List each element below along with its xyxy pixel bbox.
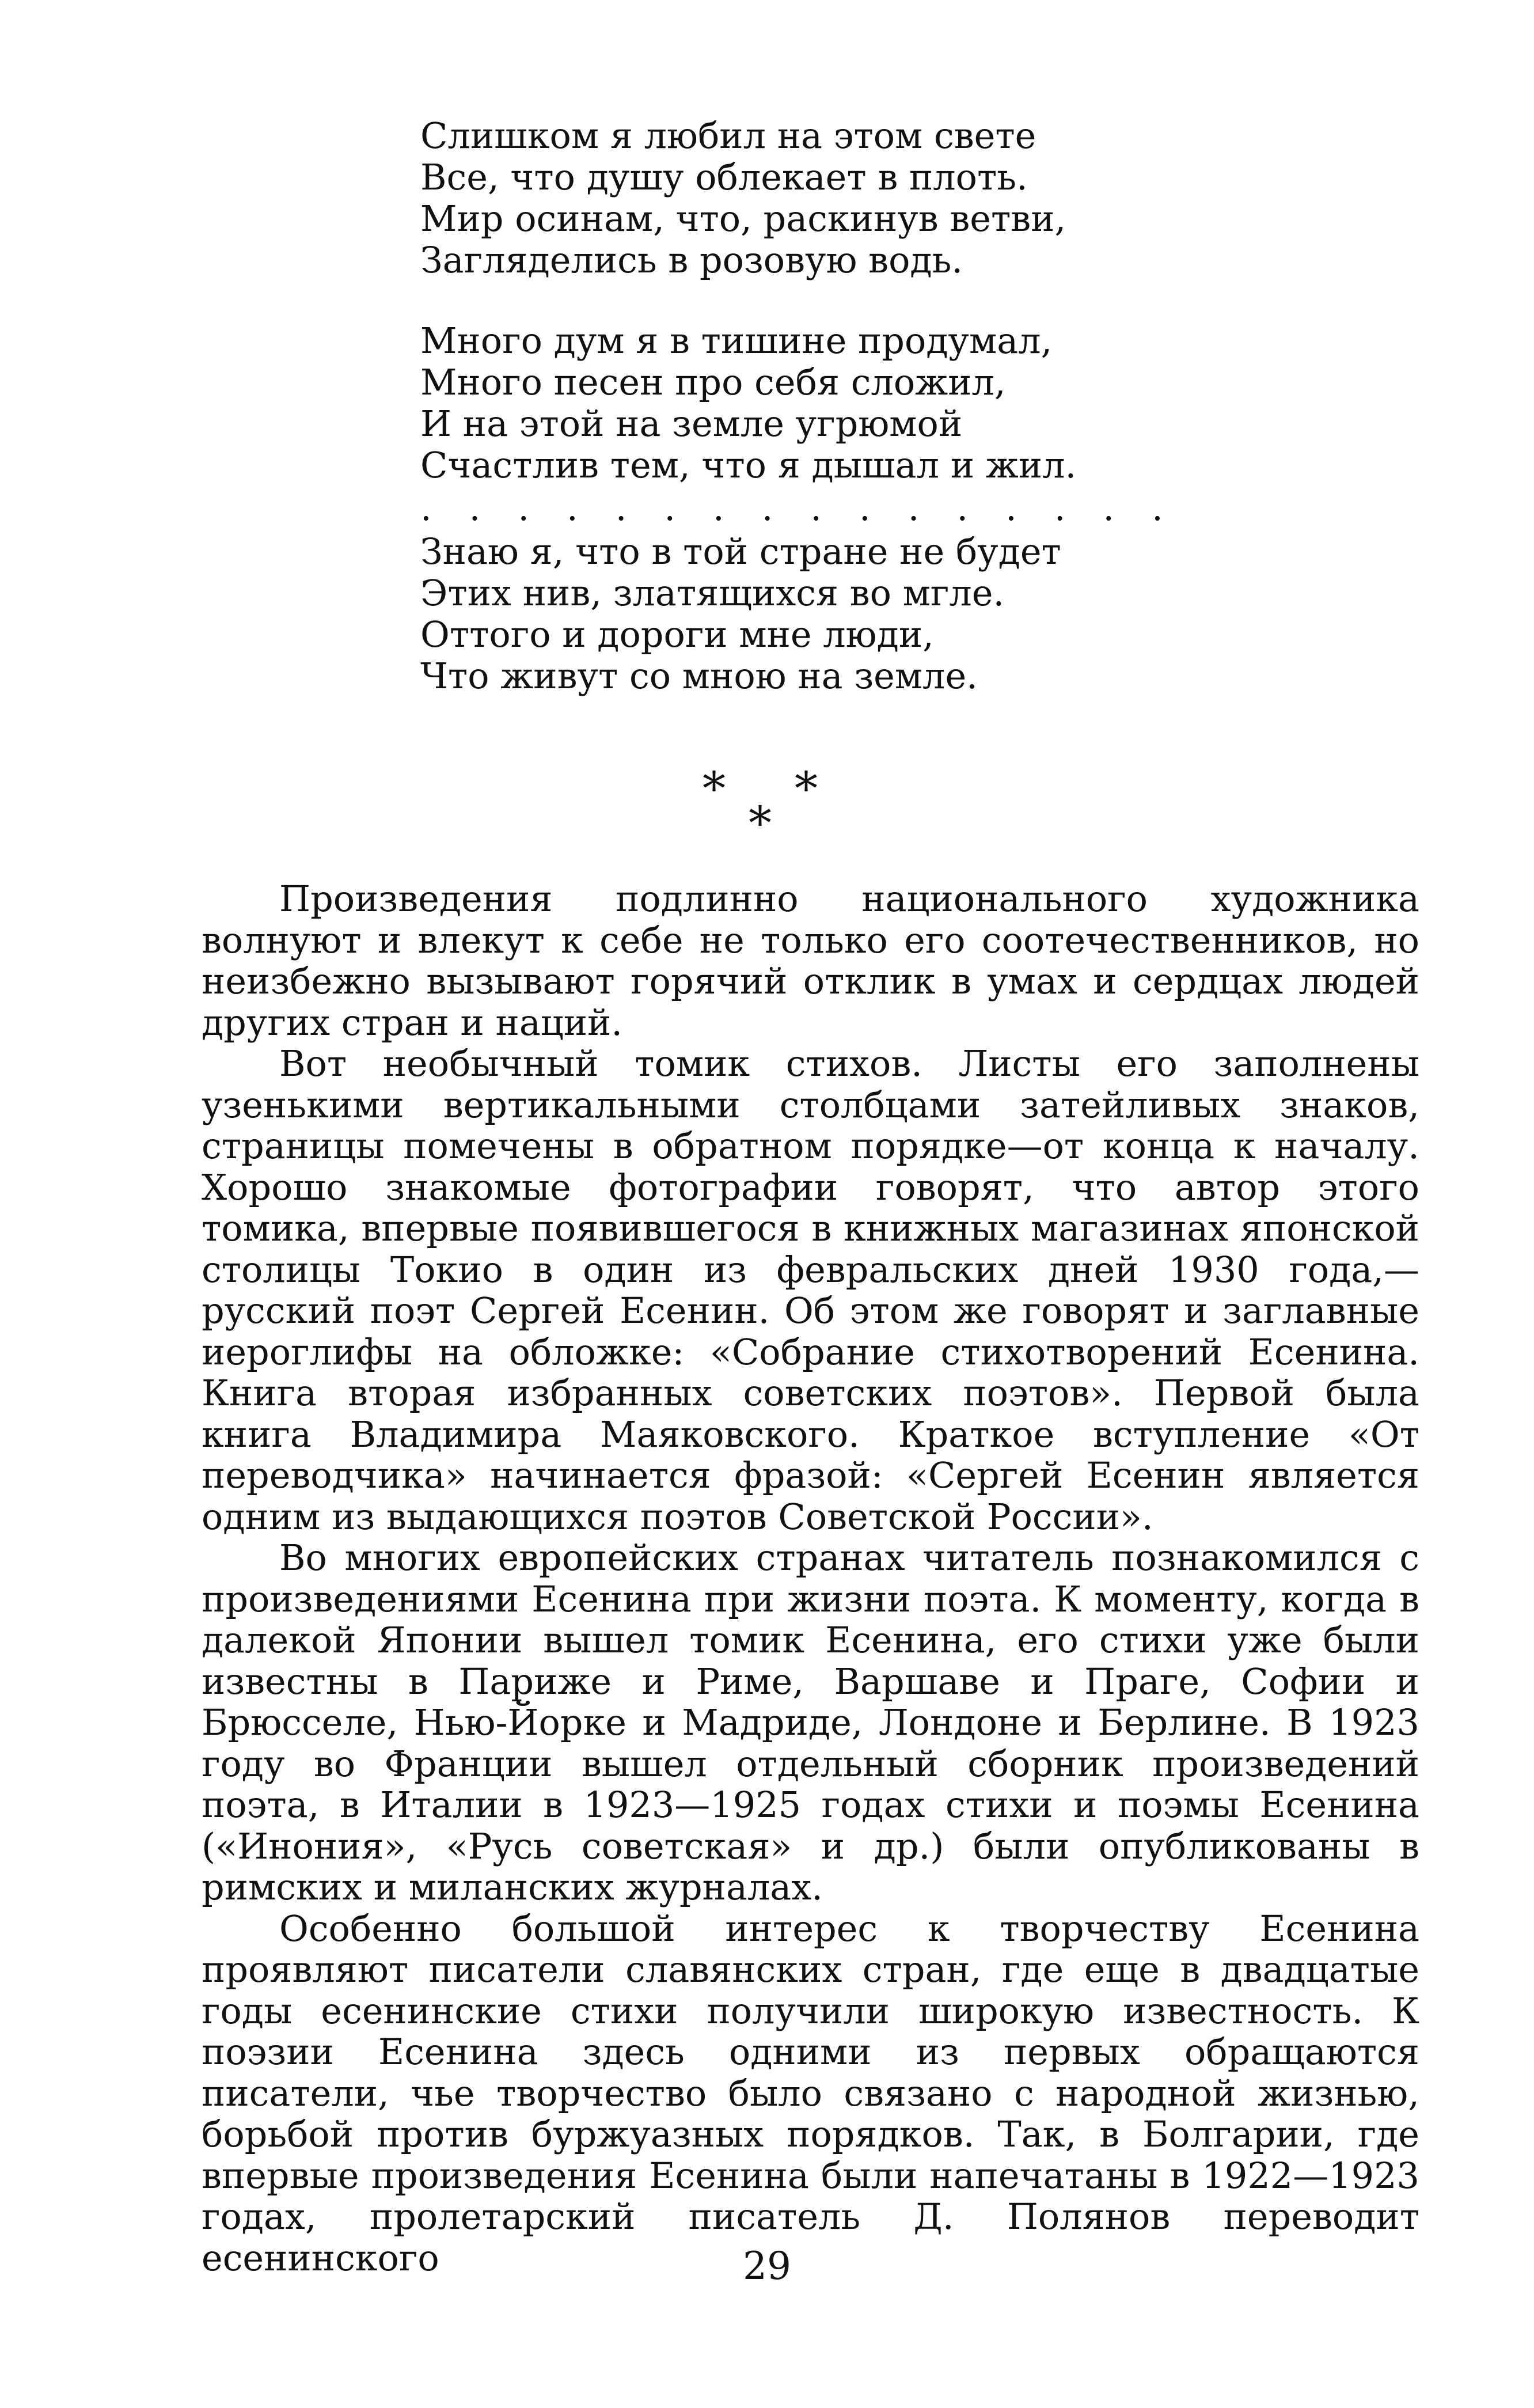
asterisk: * [795, 762, 818, 816]
poem-line: Слишком я любил на этом свете [420, 115, 1036, 157]
omission-dot: . [859, 487, 871, 529]
omission-dot: . [810, 487, 822, 529]
poem-line: Много дум я в тишине продумал, [420, 320, 1053, 362]
poem-line: Что живут со мною на земле. [420, 655, 978, 697]
omission-dot: . [469, 487, 481, 529]
omission-dot: . [615, 487, 627, 529]
omission-dot: . [420, 487, 432, 529]
poem-line: И на этой на земле угрюмой [420, 403, 963, 445]
paragraph: Во многих европейских странах читатель познакомился с произведениями Есенина при жизни поэта. К моменту, когда в далекой Японии вышел томик Есенина, его стихи уже были известны в Париже и Риме, Варшаве и Праге, Софии и Брюсселе, Нью-Йорке и Мадриде, Лондоне и Берлине. В 1923 году во Франции вышел отдельный сборник произведений поэта, в Италии в 1923—1925 годах стихи и поэмы Есенина («Инония», «Русь советская» и др.) были опубликованы в римских и миланских журналах. [202, 1537, 1419, 1908]
poem-line: Оттого и дороги мне люди, [420, 613, 934, 655]
prose-body [202, 878, 1419, 2278]
asterisk: * [703, 762, 726, 816]
omission-dot: . [1054, 487, 1066, 529]
poem-line: Мир осинам, что, раскинув ветви, [420, 198, 1066, 240]
omission-dot: . [567, 487, 578, 529]
poem-stanza-2 [420, 320, 1284, 486]
poem-stanza-1 [420, 115, 1284, 281]
paragraph: Вот необычный томик стихов. Листы его заполнены узенькими вертикальными столбцами затейливых знаков, страницы помечены в обратном порядке—от конца к началу. Хорошо знакомые фотографии говорят, что автор этого томика, впервые появившегося в книжных магазинах японской столицы Токио в один из февральских дней 1930 года,— русский поэт Сергей Есенин. Об этом же говорят и заглавные иероглифы на обложке: «Собрание стихотворений Есенина. Книга вторая избранных советских поэтов». Первой была книга Владимира Маяковского. Краткое вступление «От переводчика» начинается фразой: «Сергей Есенин является одним из выдающихся поэтов Советской России». [202, 1042, 1419, 1538]
omission-dot: . [664, 487, 676, 529]
paragraph: Произведения подлинно национального художника волнуют и влекут к себе не только его соотечественников, но неизбежно вызывают горячий отклик в умах и сердцах людей других стран и наций. [202, 878, 1419, 1044]
omission-dot: . [956, 487, 969, 529]
poem-stanza-3 [420, 531, 1284, 697]
omission-dot: . [1103, 487, 1115, 529]
page-number: 29 [743, 2244, 791, 2288]
omission-dot: . [908, 487, 920, 529]
section-separator [679, 749, 852, 852]
poem-line: Много песен про себя сложил, [420, 361, 1006, 403]
poem [420, 115, 1284, 736]
poem-line: Счастлив тем, что я дышал и жил. [420, 444, 1077, 486]
poem-line: Загляделись в розовую водь. [420, 239, 963, 281]
omission-dot: . [1152, 487, 1163, 529]
poem-omission-dots [420, 487, 1163, 529]
paragraph: Особенно большой интерес к творчеству Есенина проявляют писатели славянских стран, где еще в двадцатые годы есенинские стихи получили широкую известность. К поэзии Есенина здесь одними из первых обращаются писатели, чье творчество было связано с народной жизнью, борьбой против буржуазных порядков. Так, в Болгарии, где впервые произведения Есенина были напечатаны в 1922—1923 годах, пролетарский писатель Д. Полянов переводит есенинского [202, 1907, 1419, 2279]
poem-line: Все, что душу облекает в плоть. [420, 156, 1028, 198]
omission-dot: . [1005, 487, 1017, 529]
omission-dot: . [761, 487, 773, 529]
omission-dot: . [518, 487, 530, 529]
poem-line: Этих нив, златящихся во мгле. [420, 572, 1005, 614]
omission-dot: . [713, 487, 724, 529]
asterisk: * [749, 797, 772, 850]
poem-line: Знаю я, что в той стране не будет [420, 530, 1061, 572]
